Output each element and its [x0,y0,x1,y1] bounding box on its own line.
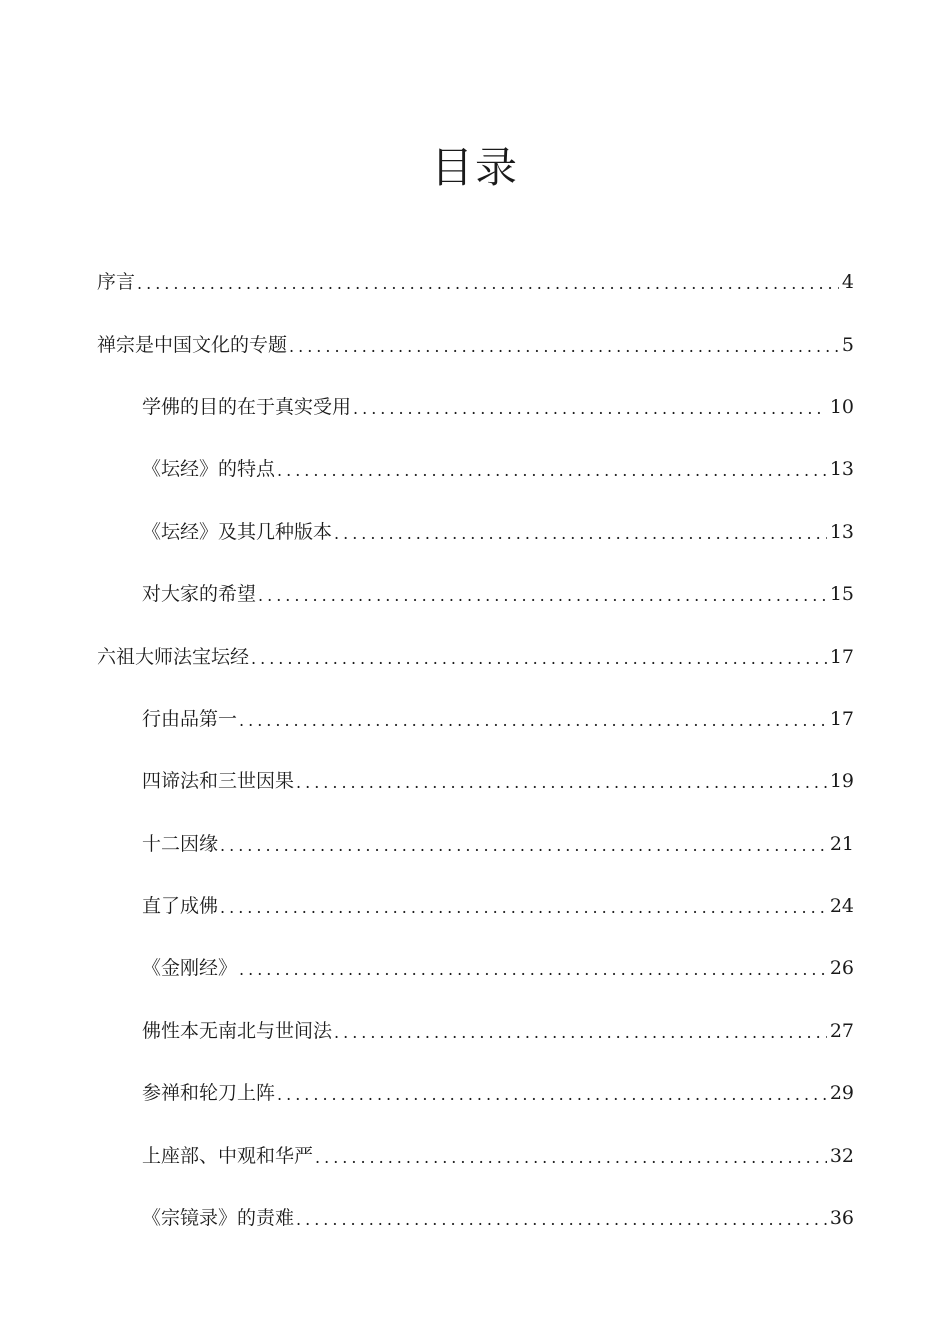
toc-entry[interactable] [0,813,950,875]
toc-entry-title: 对大家的希望 [142,583,257,606]
toc-entry[interactable] [0,501,950,563]
toc-entry-page-number: 4 [841,271,854,294]
page-title: 目录 [430,143,519,192]
toc-entry[interactable] [0,625,950,687]
toc-entry[interactable] [0,313,950,375]
toc-entry-title: 佛性本无南北与世间法 [142,1019,333,1042]
toc-entry-title: 六祖大师法宝坛经 [97,645,250,668]
toc-entry-page-number: 13 [829,458,854,481]
dot-leader [334,519,827,549]
dot-leader [258,581,827,611]
dot-leader [277,1080,827,1110]
toc-entry[interactable] [0,688,950,750]
dot-leader [239,706,827,736]
toc-entry[interactable] [0,875,950,937]
toc-entry-title: 四谛法和三世因果 [142,770,295,793]
toc-entry[interactable] [0,1062,950,1124]
toc-entry[interactable] [0,251,950,313]
toc-entry-title: 《金刚经》 [142,957,238,980]
toc-entry-title: 直了成佛 [142,895,219,918]
toc-entry-page-number: 26 [829,957,854,980]
toc-entry[interactable] [0,563,950,625]
dot-leader [289,332,839,362]
toc-entry-page-number: 17 [829,707,854,730]
toc-entry-title: 禅宗是中国文化的专题 [97,333,288,356]
toc-entry-title: 《坛经》的特点 [142,458,276,481]
dot-leader [315,1143,827,1173]
toc-entry-page-number: 21 [829,832,854,855]
dot-leader [220,831,827,861]
toc-entry[interactable] [0,438,950,500]
dot-leader [296,768,827,798]
toc-entry[interactable] [0,1187,950,1249]
toc-entry-page-number: 32 [829,1144,854,1167]
toc-entry-page-number: 10 [829,395,854,418]
toc-entry-page-number: 5 [841,333,854,356]
toc-entry[interactable] [0,376,950,438]
toc-entry[interactable] [0,1000,950,1062]
toc-entry-page-number: 13 [829,520,854,543]
toc-entry-title: 序言 [97,271,136,294]
toc-entry[interactable] [0,750,950,812]
toc-entry-title: 上座部、中观和华严 [142,1144,314,1167]
table-of-contents [0,251,950,1249]
dot-leader [220,893,827,923]
toc-entry-title: 《坛经》及其几种版本 [142,520,333,543]
toc-entry-page-number: 17 [829,645,854,668]
toc-entry-page-number: 27 [829,1019,854,1042]
dot-leader [353,394,827,424]
toc-entry-page-number: 36 [829,1207,854,1230]
dot-leader [296,1205,827,1235]
toc-entry-page-number: 24 [829,895,854,918]
toc-entry-title: 十二因缘 [142,832,219,855]
toc-entry-page-number: 19 [829,770,854,793]
dot-leader [251,644,827,674]
dot-leader [334,1018,827,1048]
dot-leader [277,456,827,486]
toc-entry[interactable] [0,937,950,999]
toc-entry-title: 学佛的目的在于真实受用 [142,395,352,418]
toc-entry-title: 参禅和轮刀上阵 [142,1082,276,1105]
dot-leader [137,269,839,299]
toc-entry-title: 《宗镜录》的责难 [142,1207,295,1230]
dot-leader [239,955,827,985]
toc-entry[interactable] [0,1124,950,1186]
toc-entry-page-number: 29 [829,1082,854,1105]
toc-entry-page-number: 15 [829,583,854,606]
toc-entry-title: 行由品第一 [142,707,238,730]
